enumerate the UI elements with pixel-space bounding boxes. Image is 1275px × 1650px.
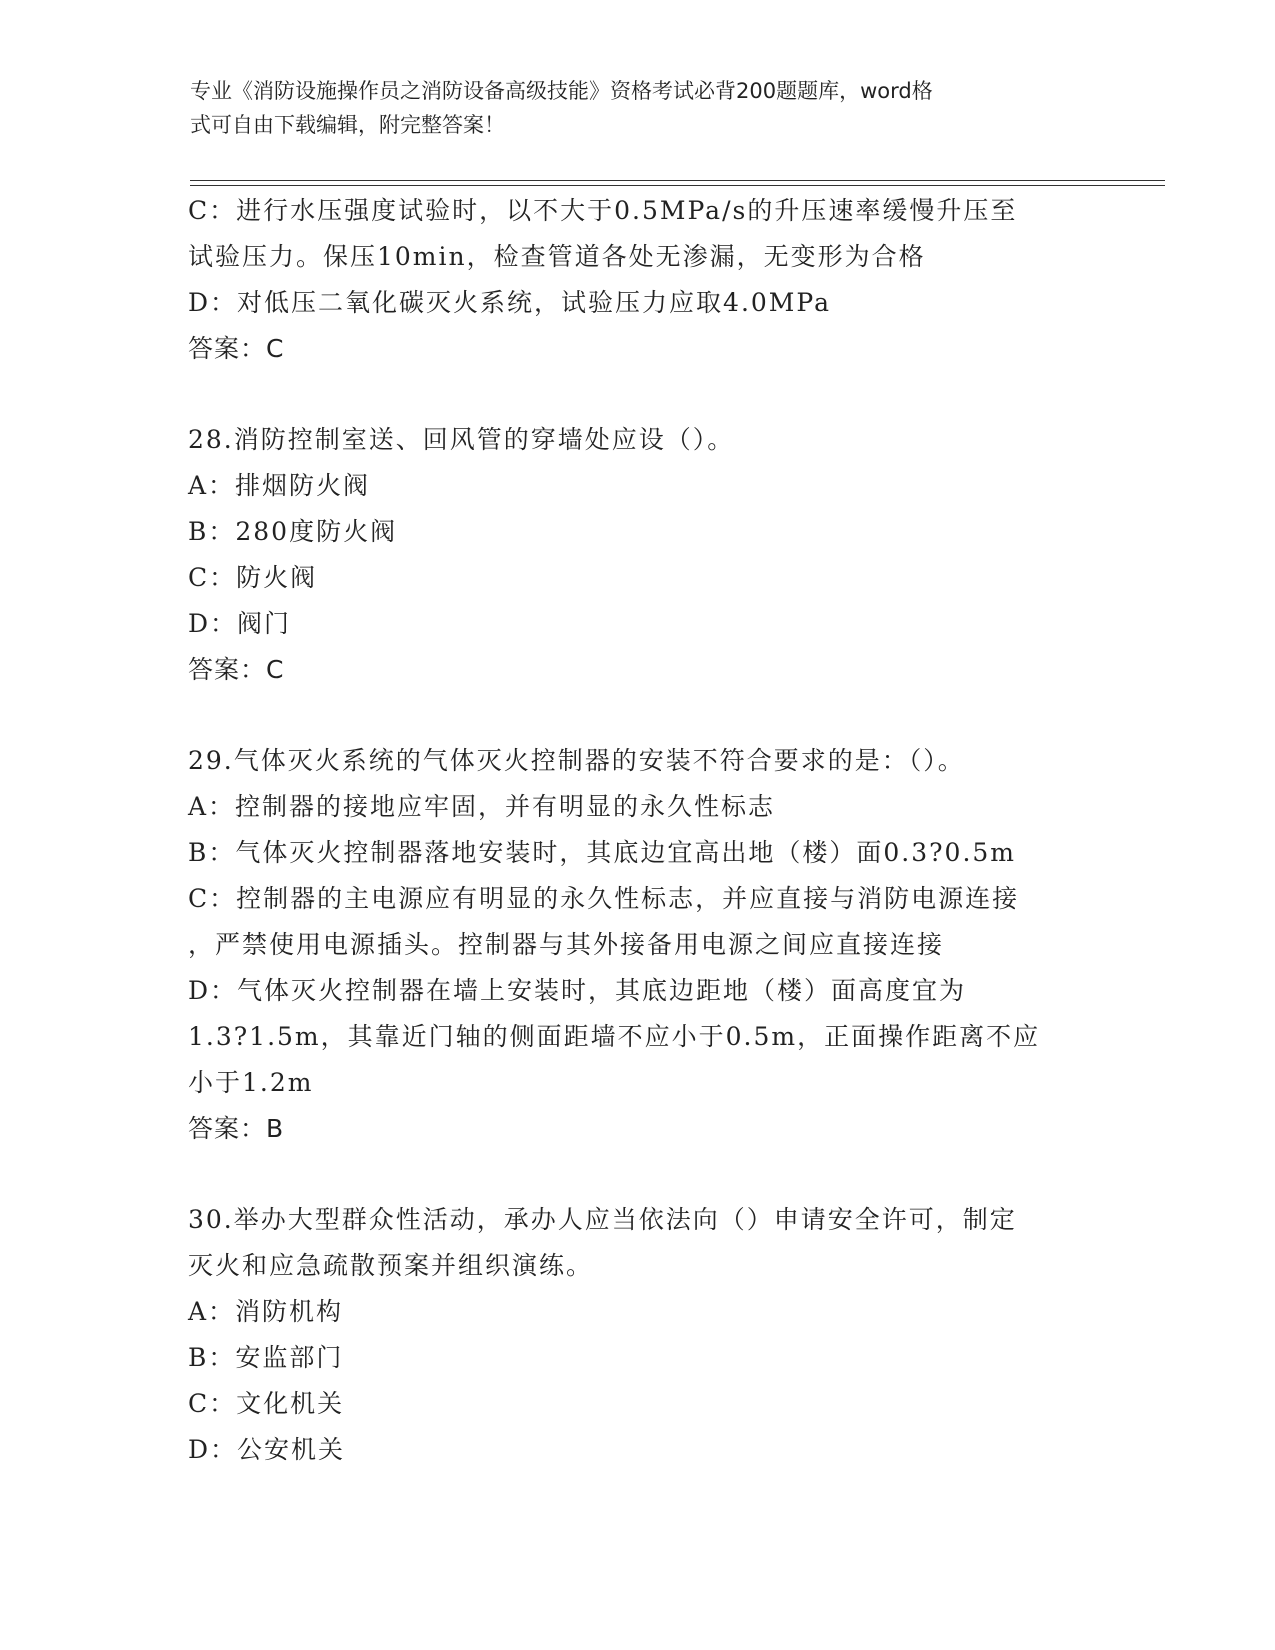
option-d: D：对低压二氧化碳灭火系统，试验压力应取4.0MPa: [188, 288, 832, 317]
question-stem: 28.消防控制室送、回风管的穿墙处应设（）。: [188, 425, 735, 454]
option-d-line-2: 1.3?1.5m，其靠近门轴的侧面距墙不应小于0.5m，正面操作距离不应: [188, 1022, 1041, 1051]
document-header: [190, 74, 1090, 142]
spacer: [188, 1152, 1088, 1197]
header-line-2: 式可自由下载编辑，附完整答案！: [190, 113, 505, 137]
spacer: [188, 372, 1088, 417]
option-c-line-1: C：进行水压强度试验时，以不大于0.5MPa/s的升压速率缓慢升压至: [188, 196, 1018, 225]
option-a: A：排烟防火阀: [188, 471, 371, 500]
answer: 答案：C: [188, 334, 285, 363]
option-c-line-2: ，严禁使用电源插头。控制器与其外接备用电源之间应直接连接: [188, 930, 945, 959]
option-b: B：280度防火阀: [188, 517, 398, 546]
answer: 答案：C: [188, 655, 285, 684]
option-c: C：防火阀: [188, 563, 318, 592]
question-stem: 29.气体灭火系统的气体灭火控制器的安装不符合要求的是：（）。: [188, 746, 965, 775]
question-27-continued: [188, 188, 1088, 372]
option-a: A：控制器的接地应牢固，并有明显的永久性标志: [188, 792, 776, 821]
spacer: [188, 693, 1088, 738]
option-d: D：公安机关: [188, 1435, 346, 1464]
option-c-line-2: 试验压力。保压10min，检查管道各处无渗漏，无变形为合格: [188, 242, 926, 271]
question-30: [188, 1197, 1088, 1473]
option-d-line-1: D：气体灭火控制器在墙上安装时，其底边距地（楼）面高度宜为: [188, 976, 967, 1005]
question-stem-line-1: 30.举办大型群众性活动，承办人应当依法向（）申请安全许可，制定: [188, 1205, 1017, 1234]
option-d-line-3: 小于1.2m: [188, 1068, 314, 1097]
option-a: A：消防机构: [188, 1297, 344, 1326]
question-content: [188, 188, 1088, 1473]
header-line-1: 专业《消防设施操作员之消防设备高级技能》资格考试必背200题题库，word格: [190, 79, 933, 103]
answer: 答案：B: [188, 1114, 285, 1143]
option-b: B：安监部门: [188, 1343, 344, 1372]
question-29: [188, 738, 1088, 1152]
option-b: B：气体灭火控制器落地安装时，其底边宜高出地（楼）面0.3?0.5m: [188, 838, 1016, 867]
header-divider-bottom: [190, 185, 1165, 186]
option-d: D：阀门: [188, 609, 292, 638]
option-c-line-1: C：控制器的主电源应有明显的永久性标志，并应直接与消防电源连接: [188, 884, 1020, 913]
option-c: C：文化机关: [188, 1389, 345, 1418]
header-divider-top: [190, 180, 1165, 181]
question-stem-line-2: 灭火和应急疏散预案并组织演练。: [188, 1251, 594, 1280]
question-28: [188, 417, 1088, 693]
